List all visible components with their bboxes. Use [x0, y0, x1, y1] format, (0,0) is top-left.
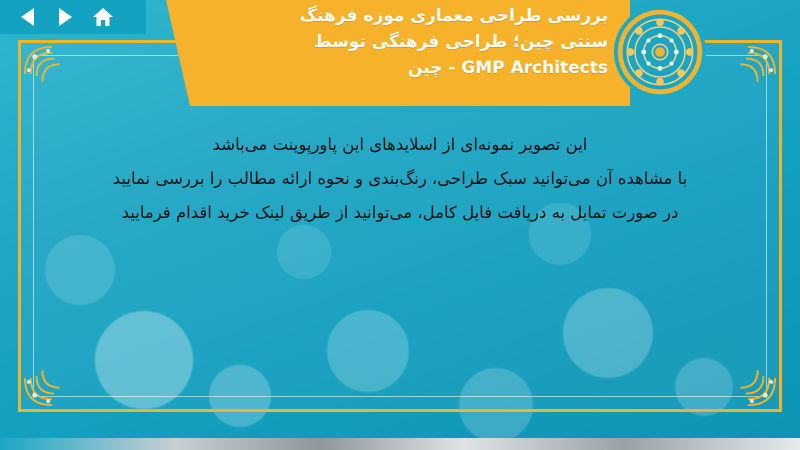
play-icon[interactable] — [54, 6, 76, 28]
title-line-3: GMP Architects - چین — [407, 57, 608, 78]
prev-icon[interactable] — [16, 6, 38, 28]
player-controls-bar — [0, 0, 146, 34]
home-icon-glyph — [92, 7, 114, 27]
prev-icon-glyph — [21, 8, 34, 26]
page-title — [300, 4, 608, 81]
title-line-2: سنتی چین؛ طراحی فرهنگی توسط — [313, 31, 608, 52]
title-line-1: بررسی طراحی معماری موزه فرهنگ — [299, 6, 608, 26]
body-line-3: در صورت تمایل به دریافت فایل کامل، می‌توانید از طریق لینک خرید اقدام فرمایید — [121, 202, 679, 222]
home-icon[interactable] — [92, 6, 114, 28]
title-banner — [190, 0, 630, 106]
body-line-2: با مشاهده آن می‌توانید سبک طراحی، رنگ‌بندی و نحوه ارائه مطالب را بررسی نمایید — [112, 168, 688, 188]
bottom-accent-bar — [0, 438, 800, 450]
slide-body-text — [60, 128, 740, 229]
body-line-1: این تصویر نمونه‌ای از اسلایدهای این پاورپوینت می‌باشد — [212, 135, 588, 154]
medallion-ornament-icon — [612, 4, 708, 100]
play-icon-glyph — [59, 8, 72, 26]
